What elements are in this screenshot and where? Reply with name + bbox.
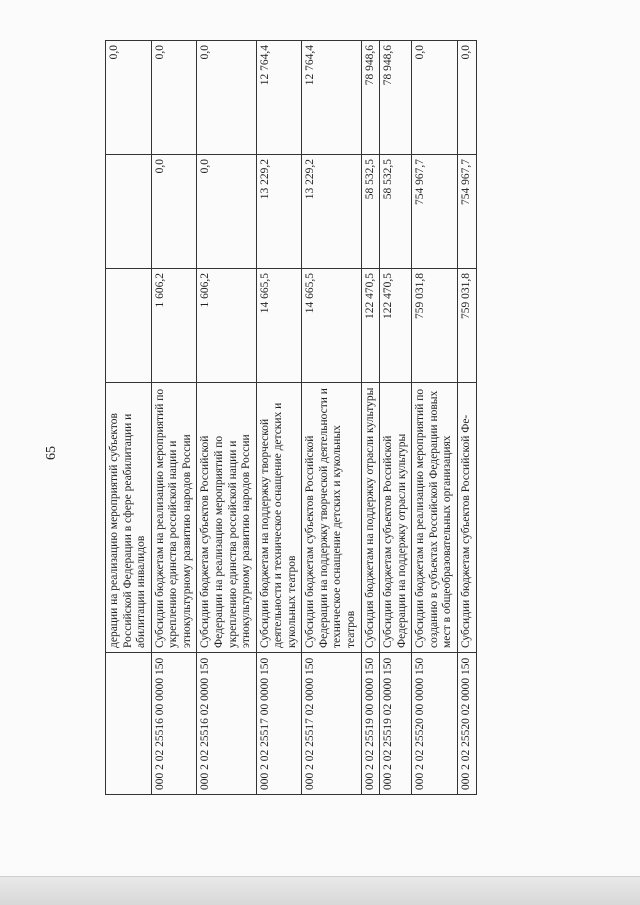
item-name: Субсидия бюджетам на поддержку отрасли культуры	[361, 383, 380, 653]
table-row	[151, 41, 197, 795]
table-row	[457, 41, 476, 795]
budget-code	[106, 653, 152, 795]
value-year-1: 759 031,8	[412, 269, 458, 383]
budget-code: 000 2 02 25520 00 0000 150	[412, 653, 458, 795]
value-year-2	[106, 155, 152, 269]
budget-code: 000 2 02 25516 00 0000 150	[151, 653, 197, 795]
table-row	[302, 41, 361, 795]
value-year-1: 1 606,2	[197, 269, 256, 383]
value-year-1: 759 031,8	[457, 269, 476, 383]
budget-table	[105, 40, 477, 795]
item-name: Субсидии бюджетам на поддержку творческой деятельности и техническое оснащение детских и кукольных театров	[256, 383, 302, 653]
value-year-2: 754 967,7	[412, 155, 458, 269]
value-year-2: 13 229,2	[256, 155, 302, 269]
value-year-1: 14 665,5	[302, 269, 361, 383]
value-year-3: 0,0	[412, 41, 458, 155]
value-year-2: 58 532,5	[380, 155, 412, 269]
value-year-2: 58 532,5	[361, 155, 380, 269]
value-year-3: 12 764,4	[256, 41, 302, 155]
item-name: Субсидии бюджетам субъектов Российской Фе-	[457, 383, 476, 653]
value-year-2: 0,0	[197, 155, 256, 269]
value-year-3: 0,0	[197, 41, 256, 155]
table-row	[380, 41, 412, 795]
value-year-1	[106, 269, 152, 383]
page-number: 65	[44, 446, 59, 460]
item-name: дерации на реализацию мероприятий субъектов Российской Федерации в сфере реабилитации и абилитации инвалидов	[106, 383, 152, 653]
scan-bottom-edge	[0, 876, 640, 905]
budget-code: 000 2 02 25519 02 0000 150	[380, 653, 412, 795]
budget-code: 000 2 02 25517 02 0000 150	[302, 653, 361, 795]
item-name: Субсидии бюджетам на реализацию мероприятий по созданию в субъектах Российской Федерации новых мест в общеобразовательных организациях	[412, 383, 458, 653]
item-name: Субсидии бюджетам субъектов Российской Федерации на поддержку отрасли культуры	[380, 383, 412, 653]
value-year-1: 122 470,5	[361, 269, 380, 383]
value-year-2: 754 967,7	[457, 155, 476, 269]
rotated-page-content	[105, 41, 609, 795]
value-year-3: 0,0	[151, 41, 197, 155]
value-year-3: 0,0	[106, 41, 152, 155]
budget-code: 000 2 02 25517 00 0000 150	[256, 653, 302, 795]
value-year-1: 14 665,5	[256, 269, 302, 383]
budget-code: 000 2 02 25519 00 0000 150	[361, 653, 380, 795]
table-row	[256, 41, 302, 795]
value-year-2: 13 229,2	[302, 155, 361, 269]
table-row	[361, 41, 380, 795]
table-row	[106, 41, 152, 795]
value-year-2: 0,0	[151, 155, 197, 269]
table-row	[412, 41, 458, 795]
item-name: Субсидии бюджетам на реализацию мероприятий по укреплению единства российской нации и этнокультурному развитию народов России	[151, 383, 197, 653]
value-year-3: 12 764,4	[302, 41, 361, 155]
item-name: Субсидии бюджетам субъектов Российской Федерации на поддержку творческой деятельности и техническое оснащение детских и кукольных театров	[302, 383, 361, 653]
value-year-3: 0,0	[457, 41, 476, 155]
item-name: Субсидии бюджетам субъектов Российской Федерации на реализацию мероприятий по укреплению единства российской нации и этнокультурному развитию народов России	[197, 383, 256, 653]
budget-code: 000 2 02 25516 02 0000 150	[197, 653, 256, 795]
budget-code: 000 2 02 25520 02 0000 150	[457, 653, 476, 795]
value-year-3: 78 948,6	[380, 41, 412, 155]
value-year-3: 78 948,6	[361, 41, 380, 155]
value-year-1: 122 470,5	[380, 269, 412, 383]
value-year-1: 1 606,2	[151, 269, 197, 383]
table-row	[197, 41, 256, 795]
